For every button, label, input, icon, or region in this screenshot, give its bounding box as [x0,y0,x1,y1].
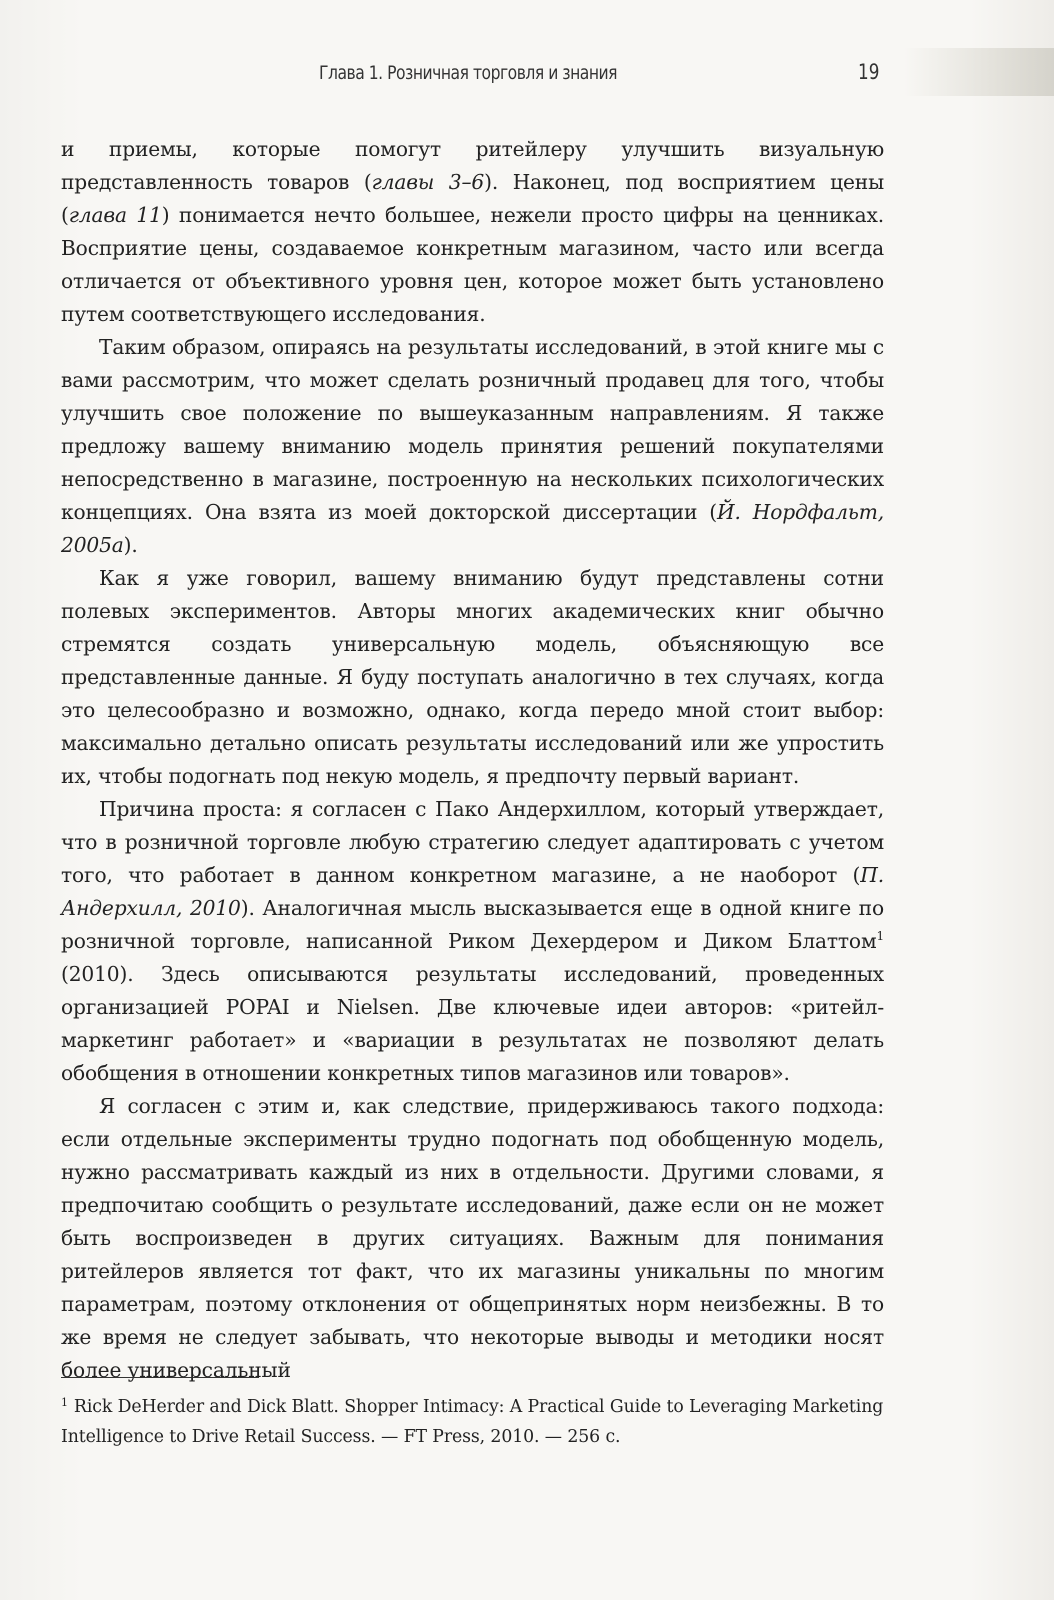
page-number: 19 [858,60,880,84]
citation: П. Андерхилл, 2010 [61,863,884,920]
paragraph-5 [61,1090,884,1387]
paragraph-1-text-a: и приемы, которые помогут ритейлеру улучшить визуальную представленность товаров ( [61,137,884,194]
chapter-reference: глава 11 [68,203,162,227]
footnote [61,1388,884,1452]
paragraph-2-text-a: Таким образом, опираясь на результаты исследований, в этой книге мы с вами рассмотрим, что может сделать розничный продавец для того, чтобы улучшить свое положение по вышеуказанным направлениям. Я также предложу вашему вниманию модель принятия решений покупателями непосредственно в магазине, построенную на нескольких психологических концепциях. Она взята из моей докторской диссертации ( [61,335,884,524]
footnote-reference[interactable]: 1 [876,929,884,943]
paragraph-4-text-b: ). Аналогичная мысль высказывается еще в одной книге по розничной торговле, написанной Риком Дехердером и Диком Блаттом [61,896,884,953]
paragraph-3 [61,562,884,793]
paragraph-2 [61,331,884,562]
paragraph-1 [61,133,884,331]
paragraph-4 [61,793,884,1090]
paragraph-1-text-c: ) понимается нечто большее, нежели просто цифры на ценниках. Восприятие цены, создаваемое конкретным магазином, часто или всегда отличается от объективного уровня цен, которое может быть установлено путем соответствующего исследования. [61,203,884,326]
paragraph-4-text-a: Причина проста: я согласен с Пако Андерхиллом, который утверждает, что в розничной торговле любую стратегию следует адаптировать с учетом того, что работает в данном конкретном магазине, а не наоборот ( [61,797,884,887]
running-header [60,58,900,94]
citation: Й. Нордфальт, 2005a [61,500,884,557]
scan-shadow [904,48,1054,96]
footnote-divider [61,1377,259,1378]
chapter-reference: главы 3–6 [371,170,485,194]
paragraph-1-text-b: ). Наконец, под восприятием цены ( [61,170,885,227]
footnote-marker: 1 [61,1396,68,1409]
paragraph-2-text-b: ). [123,533,138,557]
body-text [61,133,884,1387]
paragraph-3-text: Как я уже говорил, вашему вниманию будут представлены сотни полевых экспериментов. Авторы многих академических книг обычно стремятся создать универсальную модель, объясняющую все представленные данные. Я буду поступать аналогично в тех случаях, когда это целесообразно и возможно, однако, когда передо мной стоит выбор: максимально детально описать результаты исследований или же упростить их, чтобы подогнать под некую модель, я предпочту первый вариант. [61,566,884,788]
chapter-title: Глава 1. Розничная торговля и знания [319,62,618,84]
footnote-text: Rick DeHerder and Dick Blatt. Shopper Intimacy: A Practical Guide to Leveraging Marketing Intelligence to Drive Retail Success. — FT Press, 2010. — 256 с. [61,1397,884,1447]
paragraph-4-text-c: (2010). Здесь описываются результаты исследований, проведенных организацией POPAI и Nielsen. Две ключевые идеи авторов: «ритейл-маркетинг работает» и «вариации в результатах не позволяют делать обобщения в отношении конкретных типов магазинов или товаров». [61,962,884,1085]
paragraph-5-text: Я согласен с этим и, как следствие, придерживаюсь такого подхода: если отдельные эксперименты трудно подогнать под обобщенную модель, нужно рассматривать каждый из них в отдельности. Другими словами, я предпочитаю сообщить о результате исследований, даже если он не может быть воспроизведен в других ситуациях. Важным для понимания ритейлеров является тот факт, что их магазины уникальны по многим параметрам, поэтому отклонения от общепринятых норм неизбежны. В то же время не следует забывать, что некоторые выводы и методики носят более универсальный [61,1094,884,1382]
